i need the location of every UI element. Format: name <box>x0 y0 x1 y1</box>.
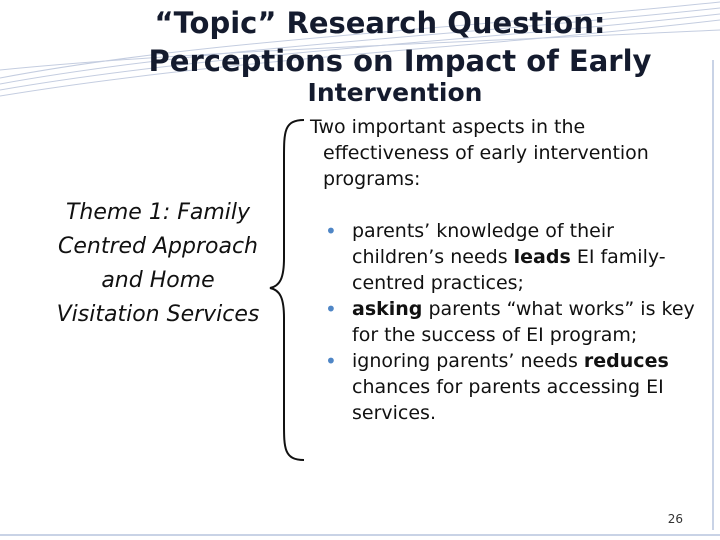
theme-line-2: Centred Approach <box>57 234 258 259</box>
bullet-dot-icon: • <box>325 219 337 243</box>
list-item <box>323 348 711 426</box>
bullet-list <box>323 218 711 426</box>
bullet-bold-text: reduces <box>583 350 669 372</box>
intro-text <box>310 114 690 192</box>
intro-rest: effectiveness of early intervention programs: <box>323 142 649 190</box>
theme-line-1: Theme 1: Family <box>65 200 251 225</box>
bullet-bold-text: asking <box>352 298 423 320</box>
title-line-1: “Topic” Research Question: <box>154 6 606 40</box>
bottom-border-line <box>0 534 720 536</box>
list-item <box>323 218 711 296</box>
intro-first-line: Two important aspects in the <box>310 116 586 138</box>
curly-brace-icon <box>268 118 308 463</box>
page-number: 26 <box>667 512 683 526</box>
bullet-dot-icon: • <box>325 297 337 321</box>
theme-line-3: and Home <box>101 268 215 293</box>
title-line-2: Perceptions on Impact of Early <box>148 44 652 78</box>
bullet-text: chances for parents accessing EI services. <box>352 376 664 424</box>
bullet-text: ignoring parents’ needs <box>352 350 584 372</box>
title-line-3: Intervention <box>307 78 483 107</box>
bullet-text: parents “what works” is key for the success of EI program; <box>352 298 695 346</box>
right-border-line <box>712 60 714 530</box>
theme-label <box>40 196 276 332</box>
bullet-bold-text: leads <box>513 246 571 268</box>
bullet-text: EI family-centred practices; <box>352 246 666 294</box>
theme-line-4: Visitation Services <box>56 302 260 327</box>
bullet-dot-icon: • <box>325 349 337 373</box>
list-item <box>323 296 711 348</box>
bullet-text: parents’ knowledge of their children’s needs <box>352 220 614 268</box>
